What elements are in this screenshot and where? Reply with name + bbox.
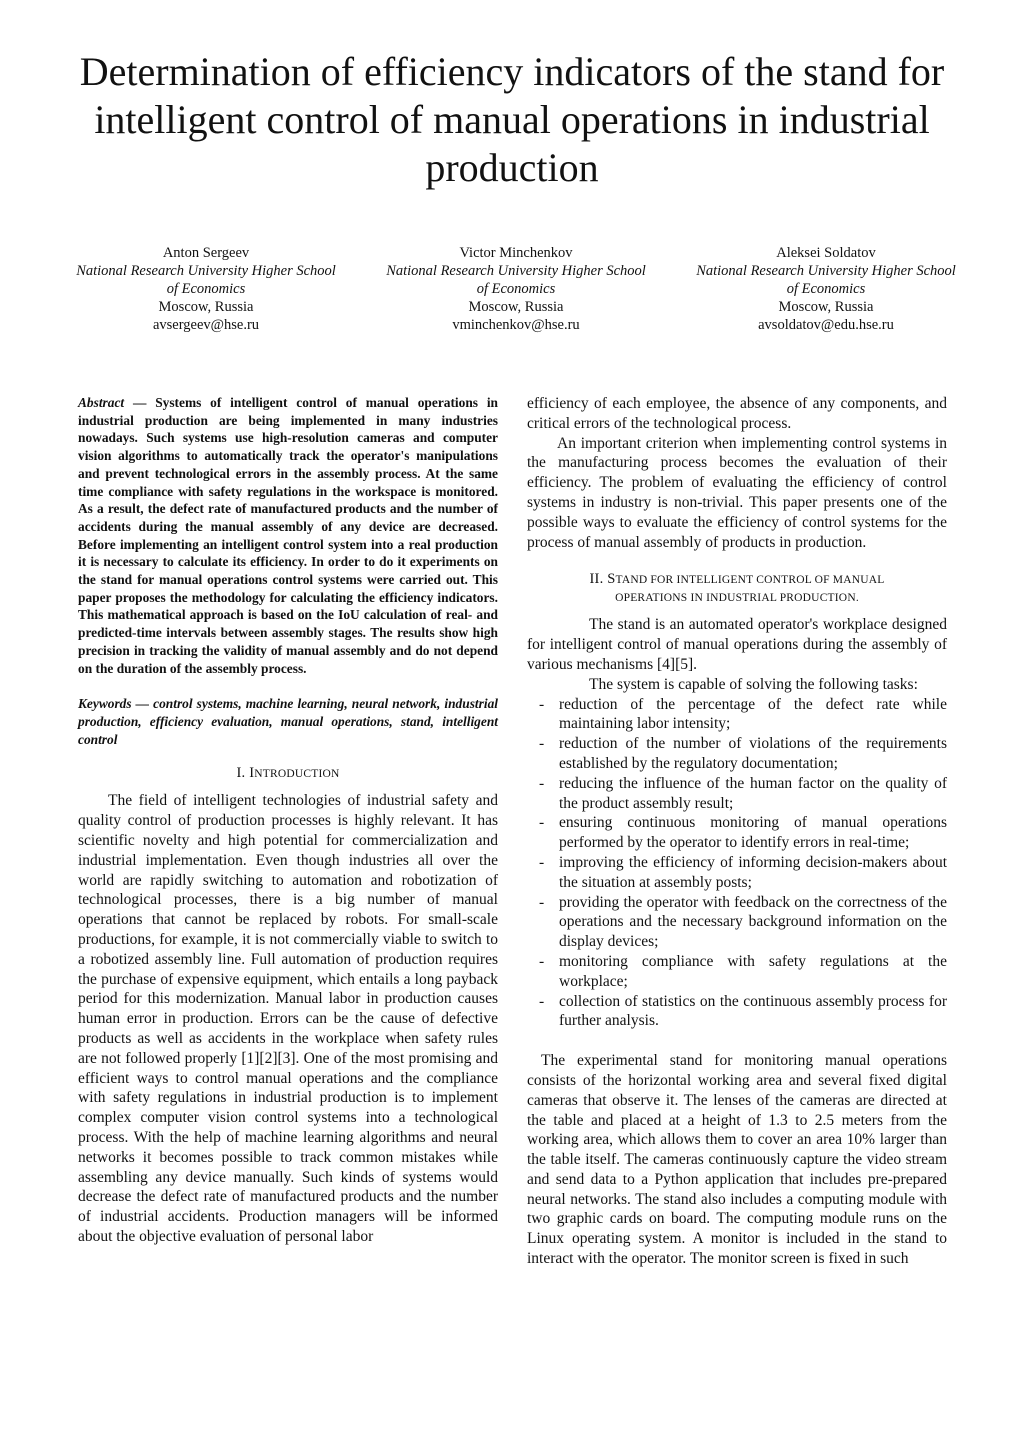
list-item: - reducing the influence of the human factor on the quality of the product assembly result; [527, 774, 947, 814]
author-email: avsoldatov@edu.hse.ru [758, 317, 894, 333]
intro-paragraph: The field of intelligent technologies of industrial safety and quality control of production processes is highly relevant. It has scientific novelty and high potential for commercialization and industrial implementation. Even though industries all over the world are rapidly switching to automation and robotization of technological processes, there is a big number of manual operations that cannot be replaced by robots. For small-scale productions, for example, it is not commercially viable to switch to a robotized assembly line. Full automation of production requires the purchase of expensive equipment, which entails a long payback period for this modernization. Manual labor in production causes human error in production. Errors can be the cause of defective products as well as accidents in the workplace when safety rules are not followed properly [1][2][3]. One of the most promising and efficient ways to control manual operations and the compliance with safety regulations in industrial production is to implement complex computer vision control systems into a technological process. With the help of machine learning algorithms and neural networks it becomes possible to track common mistakes while assembling any device manually. Such kinds of systems would decrease the defect rate of manufactured products and the number of industrial accidents. Production managers will be informed about the objective evaluation of personal labor [78, 792, 498, 1245]
author-email: vminchenkov@hse.ru [452, 317, 580, 333]
author-location: Moscow, Russia [158, 299, 254, 315]
list-item: - providing the operator with feedback on the correctness of the operations and the necessary background information on the display devices; [527, 893, 947, 952]
stand-paragraph-1: The stand is an automated operator's workplace designed for intelligent control of manual operations during the assembly of various mechanisms [4][5]. [527, 616, 947, 673]
paper-title: Determination of efficiency indicators of the stand for intelligent control of manual operations in industrial production [79, 49, 945, 190]
author-affiliation: National Research University Higher School of Economics [386, 263, 646, 297]
author-name: Victor Minchenkov [459, 245, 573, 261]
list-item: - ensuring continuous monitoring of manual operations performed by the operator to identify errors in real-time; [527, 813, 947, 853]
stand-paragraph-2: The system is capable of solving the following tasks: [589, 675, 918, 693]
author-1 [76, 244, 336, 334]
list-item: - improving the efficiency of informing decision-makers about the situation at assembly posts; [527, 853, 947, 893]
section-heading-stand: II. STAND FOR INTELLIGENT CONTROL OF MANUAL OPERATIONS IN INDUSTRIAL PRODUCTION. [589, 571, 885, 605]
keywords-label: Keywords [78, 696, 132, 712]
abstract-text: Systems of intelligent control of manual operations in industrial production are being implemented in many industries nowadays. Such systems use high-resolution cameras and computer vision algorithms to automatically track the operator's manipulations and prevent technological errors in the assembly process. At the same time compliance with safety regulations in the workspace is monitored. As a result, the defect rate of manufactured products and the number of accidents during the manual assembly of any device are decreased. Before implementing an intelligent control system into a real production it is necessary to calculate its efficiency. In order to do it experiments on the stand for manual operations control systems were carried out. This paper proposes the methodology for calculating the efficiency indicators. This mathematical approach is based on the IoU calculation of real- and predicted-time intervals between assembly stages. The results show high precision in tracking the validity of manual assembly and do not depend on the duration of the assembly process. [78, 395, 498, 676]
intro-paragraph-2: An important criterion when implementing control systems in the manufacturing process becomes the evaluation of their efficiency. The problem of evaluating the efficiency of control systems in industry is non-trivial. This paper presents one of the possible ways to evaluate the efficiency of control systems for the process of manual assembly of products in production. [527, 434, 947, 551]
author-name: Aleksei Soldatov [776, 245, 876, 261]
author-2 [386, 244, 646, 334]
author-affiliation: National Research University Higher School of Economics [696, 263, 956, 297]
intro-paragraph-continuation: efficiency of each employee, the absence of any components, and critical errors of the technological process. [527, 395, 947, 432]
list-item: - monitoring compliance with safety regulations at the workplace; [527, 952, 947, 992]
keywords: Keywords — control systems, machine learning, neural network, industrial production, efficiency evaluation, manual operations, stand, intelligent control [78, 696, 498, 747]
stand-paragraph-3: The experimental stand for monitoring manual operations consists of the horizontal working area and several fixed digital cameras that observe it. The lenses of the cameras are directed at the table and placed at a height of 1.3 to 2.5 meters from the working area, which allows them to cover an area 10% larger than the table itself. The cameras continuously capture the video stream and send data to a Python application that includes pre-prepared neural networks. The stand also includes a computing module with two graphic cards on board. The computing module runs on the Linux operating system. A monitor is included in the stand to interact with the operator. The monitor screen is fixed in such [527, 1052, 947, 1268]
keywords-text: control systems, machine learning, neural network, industrial production, efficiency evaluation, manual operations, stand, intelligent control [78, 696, 498, 747]
left-column [78, 394, 498, 1247]
author-email: avsergeev@hse.ru [152, 317, 260, 333]
right-column [527, 394, 947, 1269]
author-3 [696, 244, 956, 334]
author-affiliation: National Research University Higher School of Economics [76, 263, 336, 297]
list-item: - reduction of the number of violations of the requirements established by the regulatory documentation; [527, 734, 947, 774]
task-list [527, 695, 947, 1032]
author-location: Moscow, Russia [468, 299, 564, 315]
abstract-label: Abstract [78, 395, 125, 410]
author-name: Anton Sergeev [162, 245, 250, 261]
section-heading-introduction: I. INTRODUCTION [236, 765, 340, 782]
list-item: - collection of statistics on the continuous assembly process for further analysis. [527, 992, 947, 1032]
author-block [76, 244, 956, 334]
list-item: - reduction of the percentage of the defect rate while maintaining labor intensity; [527, 695, 947, 735]
abstract: Abstract — Systems of intelligent control of manual operations in industrial production are being implemented in many industries nowadays. Such systems use high-resolution cameras and computer vision algorithms to automatically track the operator's manipulations and prevent technological errors in the assembly process. At the same time compliance with safety regulations in the workspace is monitored. As a result, the defect rate of manufactured products and the number of accidents during the manual assembly of any device are decreased. Before implementing an intelligent control system into a real production it is necessary to calculate its efficiency. In order to do it experiments on the stand for manual operations control systems were carried out. This paper proposes the methodology for calculating the efficiency indicators. This mathematical approach is based on the IoU calculation of real- and predicted-time intervals between assembly stages. The results show high precision in tracking the validity of manual assembly and do not depend on the duration of the assembly process. [78, 395, 498, 676]
author-location: Moscow, Russia [778, 299, 874, 315]
